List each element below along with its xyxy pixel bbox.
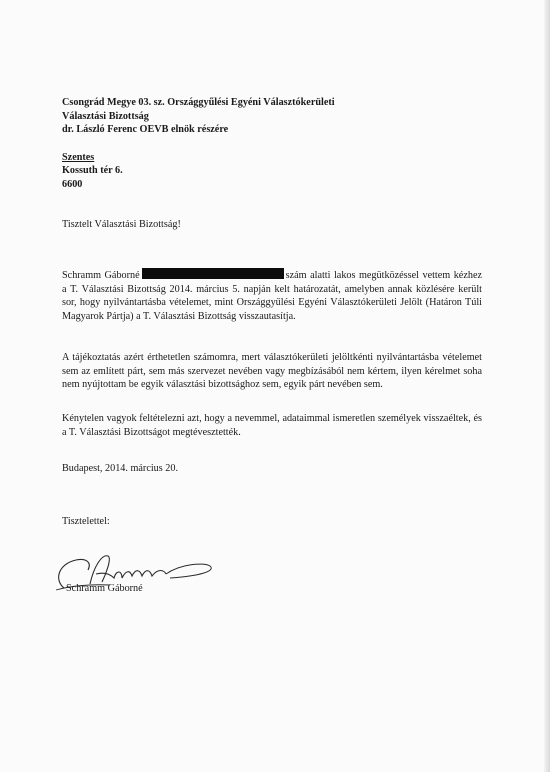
- salutation: Tisztelt Választási Bizottság!: [62, 219, 181, 230]
- paragraph-1-rest: szám alatti lakos megütközéssel vettem kézhez a T. Választási Bizottság 2014. március 5. napján kelt határozatát, amelyben annak közlésére került sor, hogy nyilvántartásba vételemet, mint Országgyűlési Egyéni Választókerületi Jelölt (Határon Túli Magyarok Pártja) a T. Választási Bizottság visszautasítja.: [62, 270, 482, 322]
- page-edge-shadow: [544, 0, 550, 772]
- recipient-line-1: Csongrád Megye 03. sz. Országgyűlési Egyéni Választókerületi: [62, 97, 335, 108]
- paragraph-2: A tájékoztatás azért érthetetlen számomra, mert választókerületi jelöltkénti nyilvántartásba vételemet sem az említett párt, sem más szervezet nevében vagy megbízásából nem kértem, ilyen kérelmet soha nem nyújtottam be egyik választási bizottsághoz sem, egyik párt nevében sem.: [62, 352, 482, 391]
- address-zip: 6600: [62, 178, 83, 190]
- address-block: [62, 151, 123, 191]
- paragraph-1-start: Schramm Gáborné: [62, 270, 140, 281]
- recipient-line-2: Választási Bizottság: [62, 110, 149, 122]
- address-city: Szentes: [62, 152, 95, 163]
- redaction-bar: [142, 268, 284, 279]
- paragraph-1: [62, 268, 482, 323]
- letter-date: Budapest, 2014. március 20.: [62, 463, 179, 474]
- address-street: Kossuth tér 6.: [62, 165, 123, 177]
- recipient-line-3: dr. László Ferenc OEVB elnök részére: [62, 124, 229, 135]
- closing-phrase: Tisztelettel:: [62, 516, 110, 527]
- paragraph-3: Kénytelen vagyok feltételezni azt, hogy a nevemmel, adataimmal ismeretlen személyek visszaéltek, és a T. Választási Bizottságot megtévesztették.: [62, 413, 482, 438]
- recipient-block: [62, 96, 335, 137]
- signer-name: Schramm Gáborné: [66, 583, 143, 594]
